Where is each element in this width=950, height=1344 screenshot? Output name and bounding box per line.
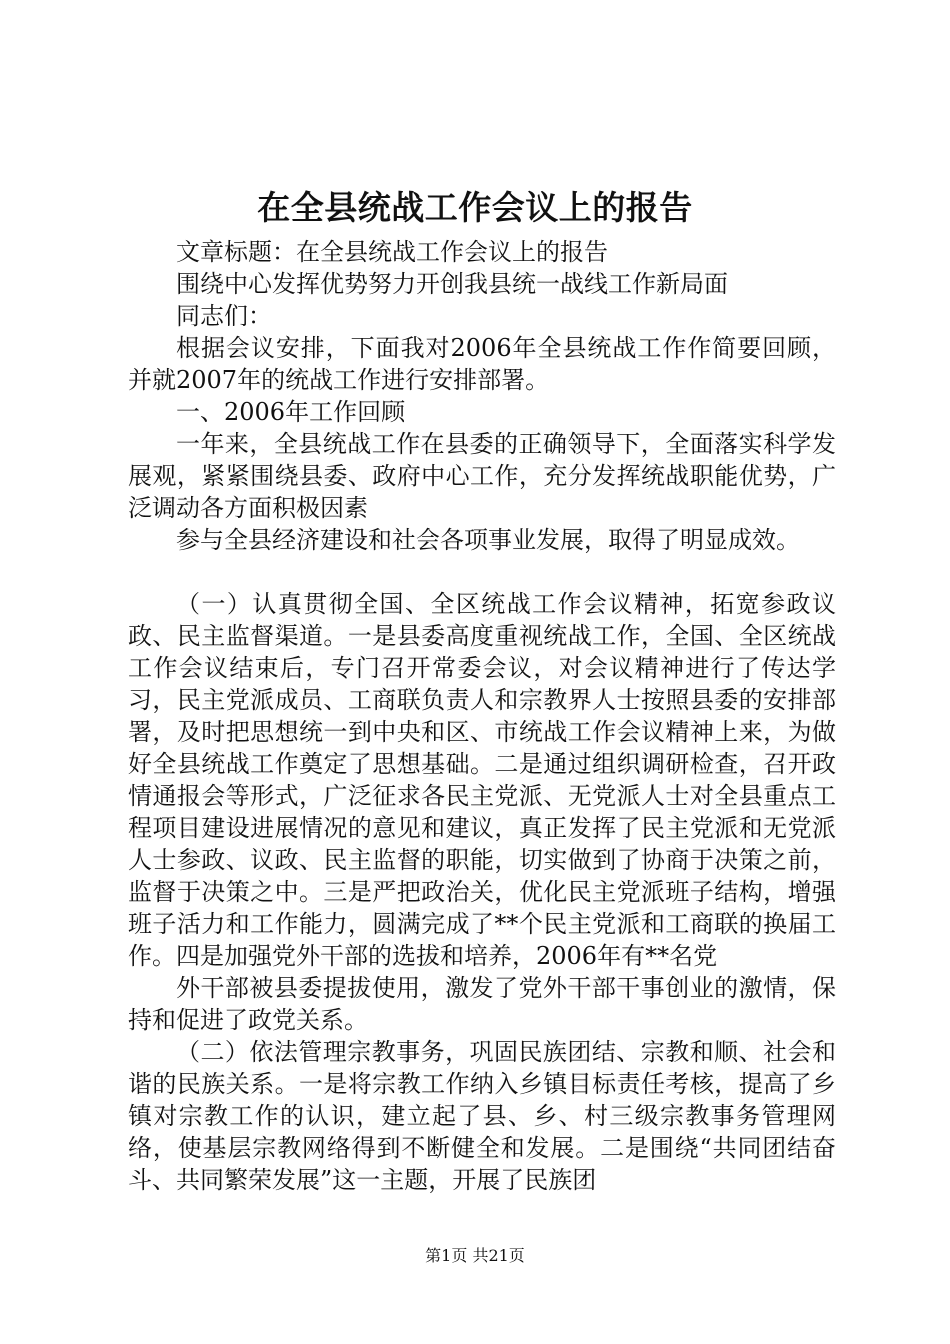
- paragraph-article-title: 文章标题：在全县统战工作会议上的报告: [176, 238, 608, 266]
- paragraph-intro: 根据会议安排，下面我对2006年全县统战工作作简要回顾，并就2007年的统战工作进行安排部署。: [128, 334, 836, 394]
- document-title: 在全县统战工作会议上的报告: [257, 188, 693, 227]
- page-number-footer: 第1页 共21页: [425, 1246, 525, 1265]
- paragraph-item-two: （二）依法管理宗教事务，巩固民族团结、宗教和顺、社会和谐的民族关系。一是将宗教工作纳入乡镇目标责任考核，提高了乡镇对宗教工作的认识，建立起了县、乡、村三级宗教事务管理网络，使基层宗教网络得到不断健全和发展。二是围绕“共同团结奋斗、共同繁荣发展”这一主题，开展了民族团: [128, 1038, 836, 1194]
- section-heading: 一、2006年工作回顾: [176, 398, 406, 426]
- paragraph-salutation: 同志们：: [176, 302, 272, 330]
- paragraph-item-one: （一）认真贯彻全国、全区统战工作会议精神，拓宽参政议政、民主监督渠道。一是县委高度重视统战工作，全国、全区统战工作会议结束后，专门召开常委会议，对会议精神进行了传达学习，民主党派成员、工商联负责人和宗教界人士按照县委的安排部署，及时把思想统一到中央和区、市统战工作会议精神上来，为做好全县统战工作奠定了思想基础。二是通过组织调研检查，召开政情通报会等形式，广泛征求各民主党派、无党派人士对全县重点工程项目建设进展情况的意见和建议，真正发挥了民主党派和无党派人士参政、议政、民主监督的职能，切实做到了协商于决策之前，监督于决策之中。三是严把政治关，优化民主党派班子结构，增强班子活力和工作能力，圆满完成了**个民主党派和工商联的换届工作。四是加强党外干部的选拔和培养，2006年有**名党: [128, 590, 836, 970]
- paragraph-overview-continued: 参与全县经济建设和社会各项事业发展，取得了明显成效。: [176, 526, 800, 554]
- document-body: [128, 236, 836, 1196]
- paragraph-item-one-continued: 外干部被县委提拔使用，激发了党外干部干事创业的激情，保持和促进了政党关系。: [128, 974, 836, 1034]
- paragraph-subtitle: 围绕中心发挥优势努力开创我县统一战线工作新局面: [176, 270, 728, 298]
- paragraph-overview: 一年来，全县统战工作在县委的正确领导下，全面落实科学发展观，紧紧围绕县委、政府中心工作，充分发挥统战职能优势，广泛调动各方面积极因素: [128, 430, 836, 522]
